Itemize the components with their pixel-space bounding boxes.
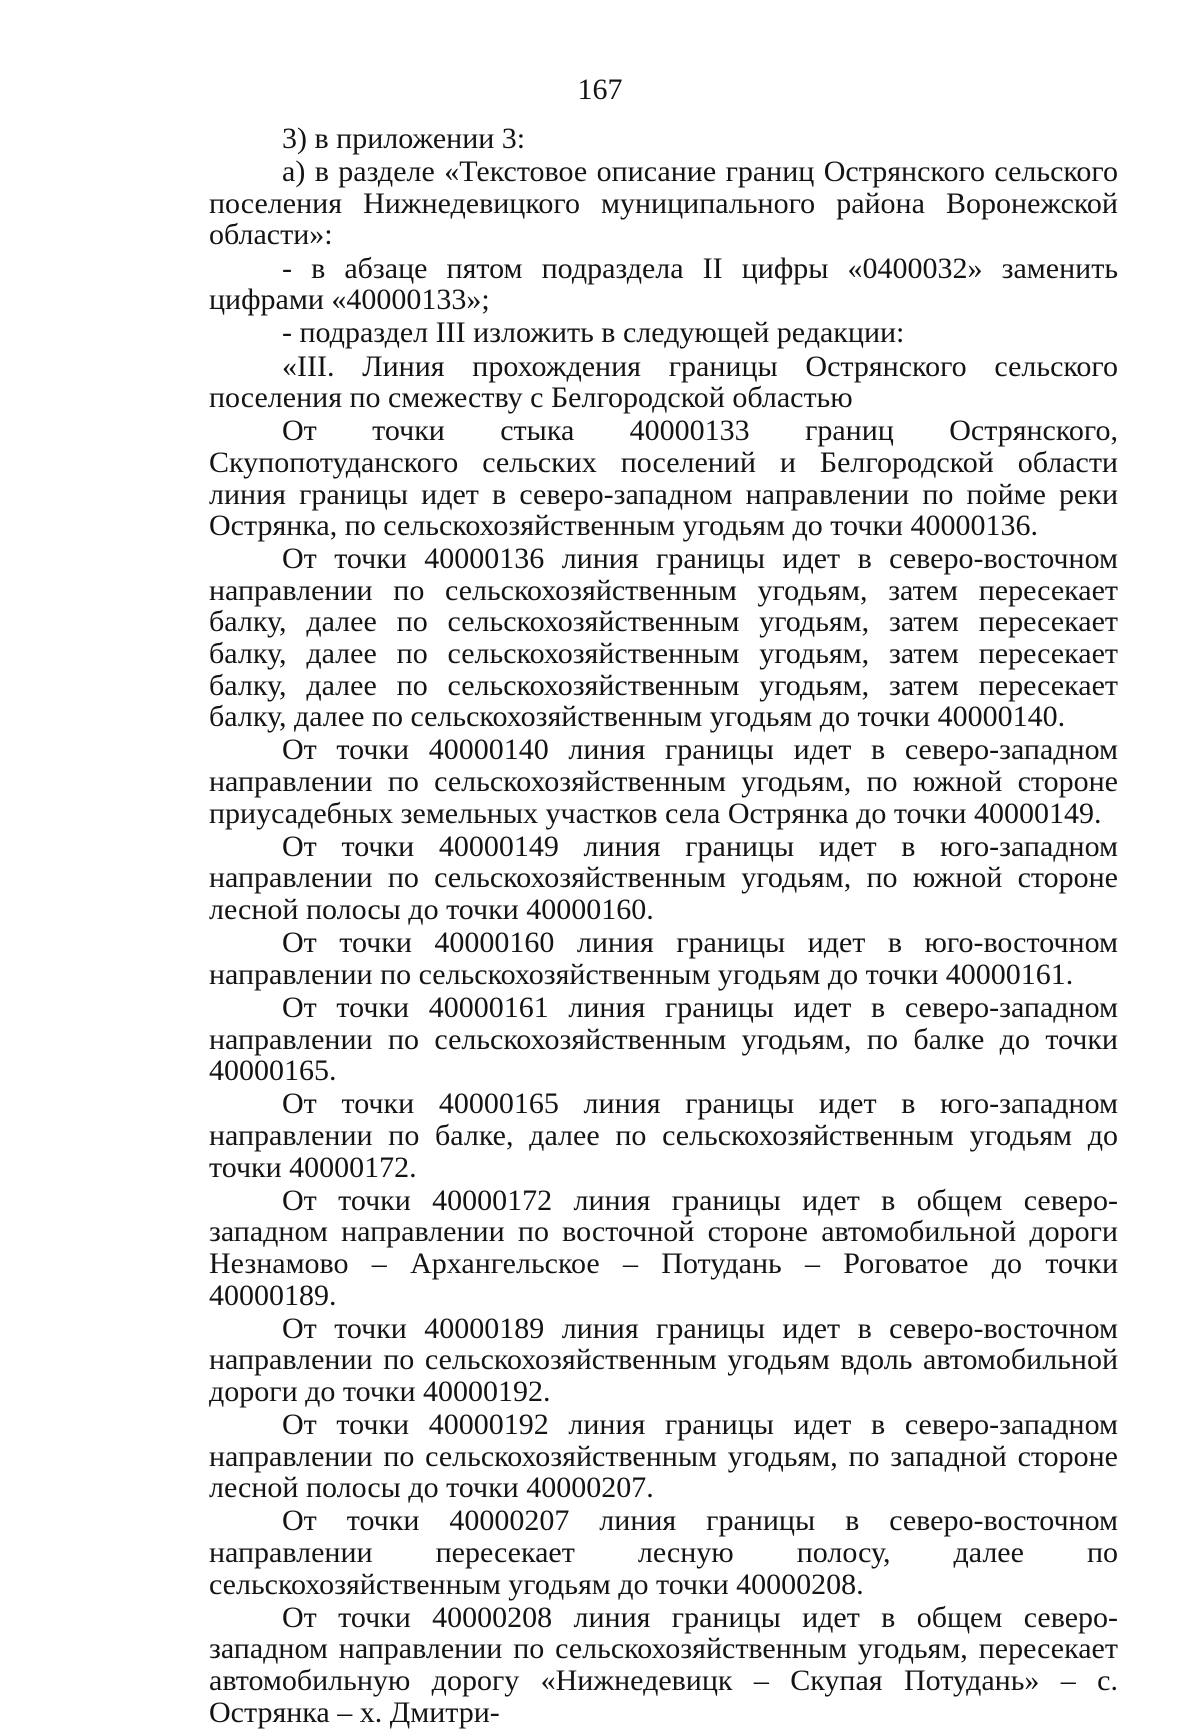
paragraph: От точки 40000149 линия границы идет в юго-западном направлении по сельскохозяйственным угодьям, по южной стороне лесной полосы до точки 40000160.	[209, 829, 1118, 926]
paragraph: - подраздел III изложить в следующей редакции:	[282, 316, 905, 350]
paragraph: От точки 40000160 линия границы идет в юго-восточном направлении по сельскохозяйственным угодьям до точки 40000161.	[209, 926, 1118, 991]
paragraph: 3) в приложении 3:	[282, 122, 526, 155]
paragraph: От точки 40000165 линия границы идет в юго-западном направлении по балке, далее по сельскохозяйственным угодьям до точки 40000172.	[209, 1087, 1118, 1184]
document-body	[209, 123, 1118, 1730]
paragraph: От точки 40000172 линия границы идет в общем северо-западном направлении по восточной стороне автомобильной дороги Незнамово – Архангельское – Потудань – Роговатое до точки 40000189.	[209, 1183, 1118, 1312]
paragraph: От точки 40000140 линия границы идет в северо-западном направлении по сельскохозяйственным угодьям, по южной стороне приусадебных земельных участков села Острянка до точки 40000149.	[209, 733, 1118, 830]
paragraph: От точки 40000136 линия границы идет в северо-восточном направлении по сельскохозяйственным угодьям, затем пересекает балку, далее по сельскохозяйственным угодьям, затем пересекает балку, далее по сельскохозяйственным угодьям, затем пересекает балку, далее по сельскохозяйственным угодьям, затем пересекает балку, далее по сельскохозяйственным угодьям до точки 40000140.	[209, 542, 1118, 734]
paragraph: От точки 40000161 линия границы идет в северо-западном направлении по сельскохозяйственным угодьям, по балке до точки 40000165.	[209, 990, 1118, 1088]
paragraph: От точки 40000207 линия границы в северо-восточном направлении пересекает лесную полосу, далее по сельскохозяйственным угодьям до точки 40000208.	[209, 1504, 1118, 1601]
paragraph: От точки 40000192 линия границы идет в северо-западном направлении по сельскохозяйственным угодьям, по западной стороне лесной полосы до точки 40000207.	[209, 1408, 1118, 1505]
paragraph: От точки 40000189 линия границы идет в северо-восточном направлении по сельскохозяйственным угодьям вдоль автомобильной дороги до точки 40000192.	[209, 1311, 1118, 1408]
page-number: 167	[577, 73, 623, 106]
paragraph: а) в разделе «Текстовое описание границ Острянского сельского поселения Нижнедевицкого муниципального района Воронежской области»:	[209, 155, 1118, 252]
subsection-heading: «III. Линия прохождения границы Острянского сельского поселения по смежеству с Белгородской областью	[209, 349, 1118, 415]
paragraph: От точки 40000208 линия границы идет в общем северо-западном направлении по сельскохозяйственным угодьям, пересекает автомобильную дорогу «Нижнедевицк – Скупая Потудань» – с. Острянка – х. Дмитри-	[209, 1600, 1118, 1729]
paragraph: - в абзаце пятом подраздела II цифры «0400032» заменить цифрами «40000133»;	[209, 251, 1118, 317]
paragraph: От точки стыка 40000133 границ Острянского, Скупопотуданского сельских поселений и Белгородской области линия границы идет в северо-западном направлении по пойме реки Острянка, по сельскохозяйственным угодьям до точки 40000136.	[209, 414, 1118, 543]
